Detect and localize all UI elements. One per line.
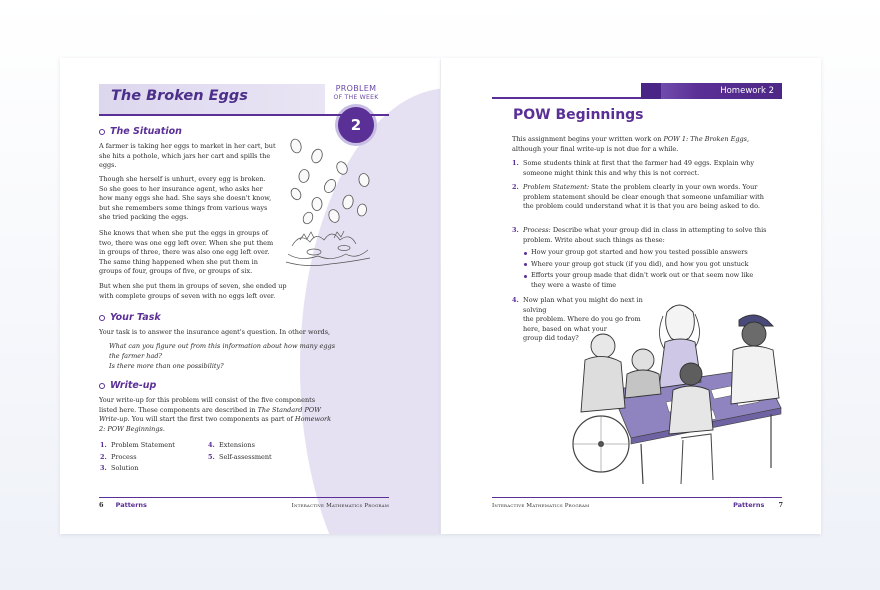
bullet-item: How your group got started and how you tested possible answers: [523, 248, 767, 258]
writeup-heading: [99, 380, 156, 391]
writeup-paragraph: [99, 396, 333, 434]
page-number: 7: [778, 501, 783, 509]
footer-rule: [99, 497, 389, 498]
page-title: POW Beginnings: [513, 107, 644, 123]
footer-left: [99, 501, 147, 509]
book-title: Patterns: [115, 501, 147, 509]
writeup-heading-text: Write-up: [110, 380, 157, 391]
situation-paragraph-3: She knows that when she put the eggs in groups of two, there was one egg left over. When she put them in groups of three, there was also one egg left over. The same thing happened when she put them in groups of four, groups of five, or groups of six.: [99, 229, 274, 276]
task-intro: Your task is to answer the insurance agent's question. In other words,: [99, 328, 331, 336]
footer-left: [492, 501, 589, 509]
intro-ref: POW 1: The Broken Eggs,: [663, 135, 750, 143]
page-number: 6: [99, 501, 104, 509]
list-item: [100, 452, 175, 464]
situation-heading-text: The Situation: [110, 126, 182, 137]
bullet-item: Efforts your group made that didn't work out or that seem now like they were a waste of time: [523, 271, 767, 290]
list-item-3: [512, 226, 767, 293]
right-page: [441, 58, 821, 534]
situation-paragraph-2: Though she herself is unhurt, every egg is broken. So she goes to her insurance agent, who asks her how many eggs she had. She says she doesn't know, but she remembers some things from various ways she tried packing the eggs.: [99, 175, 272, 222]
section-bullet-icon: [99, 315, 105, 321]
list-number: 4.: [208, 441, 215, 449]
list-text: [523, 183, 767, 212]
homework-tab: [641, 83, 782, 99]
list-label: Problem Statement:: [523, 183, 590, 191]
pow-label-line1: PROBLEM: [335, 84, 377, 93]
list-body: State the problem clearly in your own words. Your problem statement should be clear enough that someone unfamiliar with the problem could understand what it is that you are being asked to do.: [523, 183, 764, 211]
intro-paragraph: [512, 135, 762, 154]
list-number: 2.: [512, 183, 519, 191]
list-body: Describe what your group did in class in attempting to solve this problem. Write about such things as these:: [523, 226, 767, 244]
task-question-1: [109, 342, 337, 361]
list-line: here, based on what your: [523, 324, 607, 333]
pow-number-badge: 2: [335, 104, 377, 146]
section-bullet-icon: [99, 129, 105, 135]
list-item: [100, 463, 175, 475]
task-question-1-text: What can you figure out from this information about how many eggs the farmer had?: [109, 342, 336, 360]
footer-rule: [492, 497, 782, 498]
list-label: Self-assessment: [219, 452, 272, 461]
intro-text-b: although your final write-up is not due for a while.: [512, 144, 679, 153]
program-name: Interactive Mathematics Program: [492, 503, 590, 509]
program-name: Interactive Mathematics Program: [291, 503, 389, 509]
list-label: Problem Statement: [111, 441, 175, 449]
list-number: 3.: [512, 226, 519, 234]
writeup-text-b: You will start the first two components as part of: [129, 415, 295, 424]
task-heading: [99, 312, 161, 323]
bullet-item: Where your group got stuck (if you did), and how you got unstuck: [523, 260, 767, 270]
components-list-col1: [100, 440, 175, 475]
page-title: The Broken Eggs: [111, 88, 248, 104]
students-group-illustration: [571, 298, 793, 488]
list-item: [208, 452, 272, 464]
list-number: 1.: [100, 441, 107, 449]
list-label: Process:: [523, 226, 551, 234]
situation-paragraph-1: A farmer is taking her eggs to market in her cart, but she hits a pothole, which jars her cart and spills the eggs.: [99, 142, 276, 170]
list-text: [523, 226, 767, 245]
intro-text-a: This assignment begins your written work on: [512, 135, 664, 143]
list-item-2: [512, 183, 767, 212]
list-label: Solution: [111, 464, 139, 473]
list-item: [208, 440, 272, 452]
pow-label-line2: OF THE WEEK: [333, 94, 379, 101]
list-number: 3.: [100, 464, 107, 473]
list-line: group did today?: [523, 334, 579, 343]
broken-eggs-illustration: [282, 134, 378, 278]
writeup-ref-homework: Homework 2: POW Beginnings.: [99, 415, 332, 433]
task-heading-text: Your Task: [110, 312, 161, 323]
homework-tab-accent: [641, 83, 661, 99]
homework-tab-label: Homework 2: [720, 86, 774, 96]
list-label: Extensions: [219, 441, 255, 449]
list-line: the problem. Where do you go from: [523, 315, 641, 324]
list-item-1: [512, 159, 767, 178]
writeup-text-a: Your write-up for this problem will consist of the five components listed here. These components are described in: [99, 396, 316, 414]
list-number: 2.: [100, 452, 107, 461]
list-label: Process: [111, 452, 137, 461]
situation-paragraph-4: But when she put them in groups of seven, she ended up with complete groups of seven with no eggs left over.: [99, 282, 287, 300]
list-number: 4.: [512, 296, 519, 304]
list-line: Now plan what you might do next in solving: [523, 296, 643, 314]
pow-label: [326, 84, 386, 101]
writeup-ref-standard: The Standard POW Write-up.: [99, 405, 321, 424]
task-question-2-text: Is there more than one possibility?: [109, 362, 224, 370]
title-rule: [99, 114, 389, 116]
list-text: Some students think at first that the farmer had 49 eggs. Explain why someone might think this and why this is not correct.: [523, 159, 755, 177]
footer-right: [733, 501, 783, 509]
section-bullet-icon: [99, 383, 105, 389]
left-page: [60, 58, 440, 534]
book-title: Patterns: [733, 501, 765, 509]
footer-right: [292, 501, 389, 509]
components-list-col2: [208, 440, 272, 463]
process-bullets: [523, 248, 767, 290]
list-item: [100, 440, 175, 452]
task-question-2: [109, 362, 337, 372]
list-number: 1.: [512, 159, 519, 167]
situation-heading: [99, 126, 182, 137]
list-number: 5.: [208, 452, 215, 461]
